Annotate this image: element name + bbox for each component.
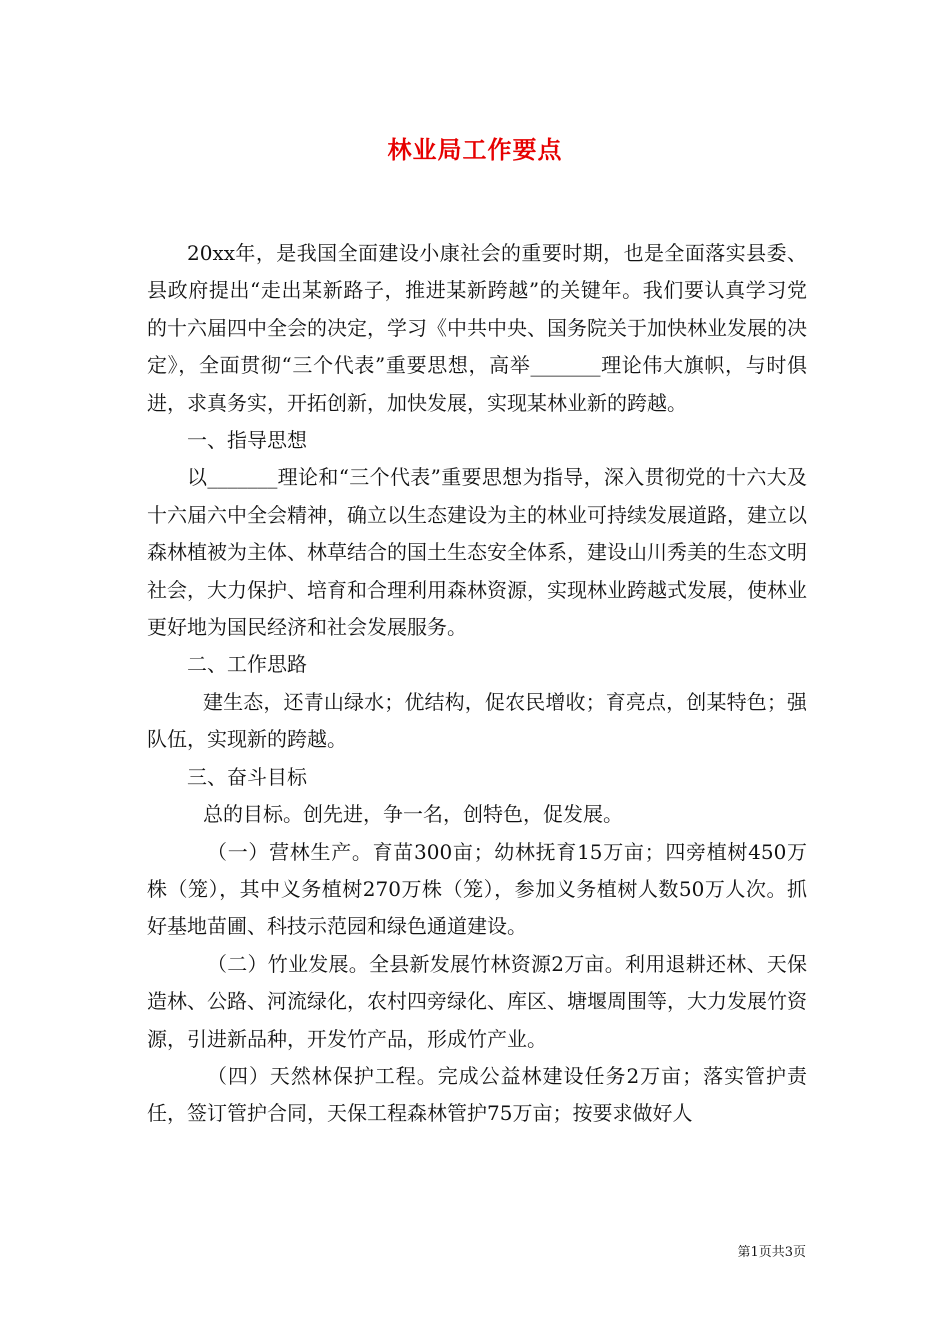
document-body xyxy=(147,235,807,1133)
work-approach-paragraph: 建生态，还青山绿水；优结构，促农民增收；育亮点，创某特色；强队伍，实现新的跨越。 xyxy=(147,689,807,752)
section-heading-work-approach: 二、工作思路 xyxy=(187,652,307,677)
guiding-thought-paragraph: 以_______理论和“三个代表”重要思想为指导，深入贯彻党的十六大及十六届六中全会精神，确立以生态建设为主的林业可持续发展道路，建立以森林植被为主体、林草结合的国土生态安全体系，建设山川秀美的生态文明社会，大力保护、培育和合理利用森林资源，实现林业跨越式发展，使林业更好地为国民经济和社会发展服务。 xyxy=(147,465,807,640)
section-heading-goals: 三、奋斗目标 xyxy=(187,764,307,789)
document-title: 林业局工作要点 xyxy=(387,135,563,164)
section-heading-guiding-thought: 一、指导思想 xyxy=(187,428,307,453)
afforestation-paragraph: （一）营林生产。育苗300亩；幼林抚育15万亩；四旁植树450万株（笼），其中义务植树270万株（笼），参加义务植树人数50万人次。抓好基地苗圃、科技示范园和绿色通道建设。 xyxy=(147,839,807,939)
natural-forest-protection-paragraph: （四）天然林保护工程。完成公益林建设任务2万亩；落实管护责任，签订管护合同，天保工程森林管护75万亩；按要求做好人 xyxy=(147,1063,807,1126)
bamboo-development-paragraph: （二）竹业发展。全县新发展竹林资源2万亩。利用退耕还林、天保造林、公路、河流绿化，农村四旁绿化、库区、塘堰周围等，大力发展竹资源，引进新品种，开发竹产品，形成竹产业。 xyxy=(147,951,807,1051)
overall-goal-paragraph: 总的目标。创先进，争一名，创特色，促发展。 xyxy=(203,802,623,827)
page-number: 第1页共3页 xyxy=(737,1245,806,1260)
intro-paragraph: 20xx年，是我国全面建设小康社会的重要时期，也是全面落实县委、县政府提出“走出某新路子，推进某新跨越”的关键年。我们要认真学习党的十六届四中全会的决定，学习《中共中央、国务院关于加快林业发展的决定》，全面贯彻“三个代表”重要思想，高举_______理论伟大旗帜，与时俱进，求真务实，开拓创新，加快发展，实现某林业新的跨越。 xyxy=(147,241,807,415)
